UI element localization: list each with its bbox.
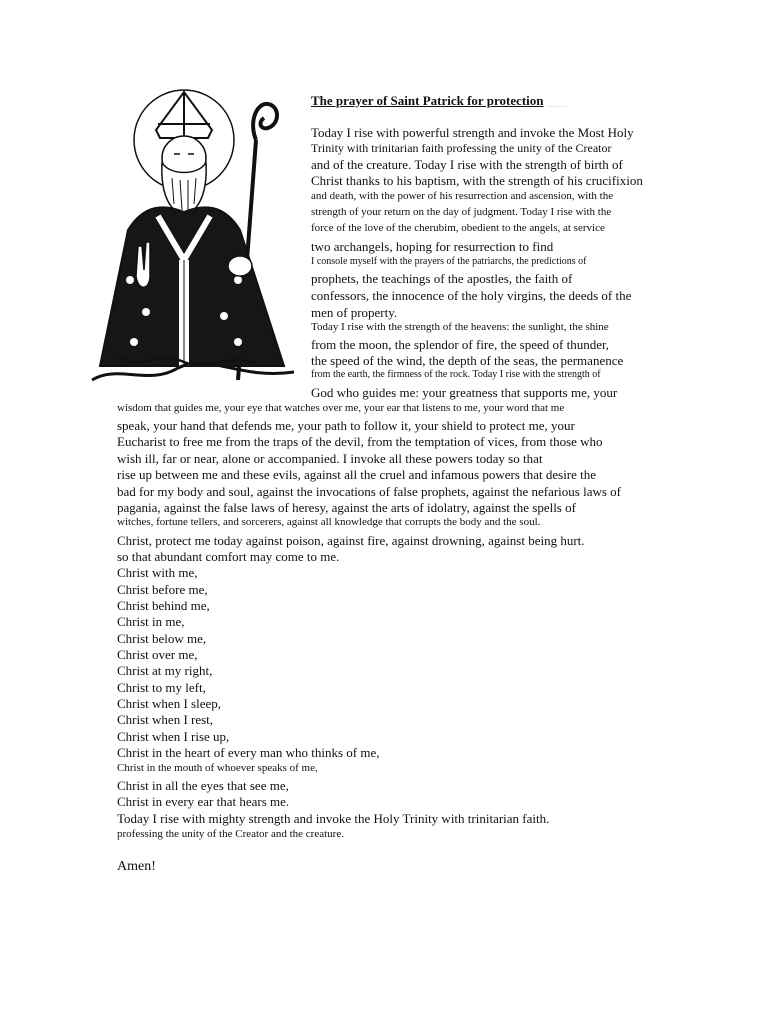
text-line	[117, 517, 540, 528]
text-line-content: bad for my body and soul, against the invocations of false prophets, against the nefarious laws of	[117, 484, 621, 499]
text-line	[311, 272, 650, 285]
text-line	[311, 223, 605, 234]
text-line-content: strength of your return on the day of judgment. Today I rise with the	[311, 206, 612, 218]
text-line	[311, 142, 612, 154]
document-title-text: The prayer of Saint Patrick for protection	[311, 93, 544, 108]
text-line-content: and death, with the power of his resurrection and ascension, with the	[311, 190, 614, 202]
text-line-content: witches, fortune tellers, and sorcerers, against all knowledge that corrupts the body and the soul.	[117, 516, 541, 528]
text-line	[117, 812, 549, 825]
text-line-content: two archangels, hoping for resurrection to find	[311, 239, 554, 254]
text-line	[117, 419, 575, 432]
text-line-content: Christ below me,	[117, 631, 207, 646]
text-line-content: Christ when I rest,	[117, 712, 214, 727]
text-line-content: rise up between me and these evils, against all the cruel and infamous powers that desire the	[117, 467, 597, 482]
text-line-content: Eucharist to free me from the traps of the devil, from the temptation of vices, from those who	[117, 434, 603, 449]
text-line	[117, 403, 564, 414]
text-line-content: the speed of the wind, the depth of the seas, the permanence	[311, 353, 624, 368]
text-line	[311, 370, 601, 380]
text-line-content: so that abundant comfort may come to me.	[117, 549, 340, 564]
text-line-content: Today I rise with powerful strength and invoke the Most Holy	[311, 125, 634, 140]
text-line	[311, 306, 397, 319]
text-line-content: from the earth, the firmness of the rock. Today I rise with the strength of	[311, 369, 601, 380]
text-line-content: professing the unity of the Creator and the creature.	[117, 828, 344, 840]
text-line	[117, 730, 229, 743]
text-line	[117, 697, 221, 710]
text-line	[311, 289, 631, 302]
text-line	[117, 648, 198, 661]
text-line-content: Christ thanks to his baptism, with the strength of his crucifixion	[311, 173, 643, 188]
text-line-content: Today I rise with mighty strength and invoke the Holy Trinity with trinitarian faith.	[117, 811, 550, 826]
text-line	[311, 386, 617, 399]
text-line	[311, 257, 586, 267]
text-line-content: wisdom that guides me, your eye that watches over me, your ear that listens to me, your word that me	[117, 402, 565, 414]
text-line-content: God who guides me: your greatness that supports me, your	[311, 385, 618, 400]
text-line	[117, 713, 213, 726]
text-line	[117, 566, 198, 579]
text-line	[311, 191, 613, 202]
text-line	[117, 681, 206, 694]
text-line	[117, 795, 289, 808]
text-line-content: Christ before me,	[117, 582, 208, 597]
text-line	[117, 501, 576, 514]
text-line	[117, 615, 185, 628]
text-line-content: pagania, against the false laws of heresy, against the arts of idolatry, against the spells of	[117, 500, 576, 515]
text-line-content: Christ in all the eyes that see me,	[117, 778, 289, 793]
text-line-content: I console myself with the prayers of the patriarchs, the predictions of	[311, 256, 587, 267]
amen-line	[117, 860, 156, 874]
text-line-content: from the moon, the splendor of fire, the speed of thunder,	[311, 337, 610, 352]
text-line	[311, 322, 609, 333]
text-line-content: force of the love of the cherubim, obedient to the angels, at service	[311, 222, 605, 234]
text-line	[311, 240, 553, 253]
text-line	[117, 468, 596, 481]
text-line	[117, 746, 379, 759]
text-line	[311, 207, 611, 218]
text-line-content: Today I rise with the strength of the heavens: the sunlight, the shine	[311, 321, 609, 333]
text-line-content: and of the creature. Today I rise with the strength of birth of	[311, 157, 623, 172]
text-line	[311, 174, 643, 187]
text-line-content: Christ at my right,	[117, 663, 213, 678]
text-line	[117, 664, 212, 677]
text-line-content: Christ in the heart of every man who thinks of me,	[117, 745, 380, 760]
text-line	[311, 354, 623, 367]
text-line	[117, 534, 585, 547]
text-line	[117, 452, 542, 465]
saint-patrick-illustration	[88, 80, 302, 388]
text-line-content: wish ill, far or near, alone or accompanied. I invoke all these powers today so that	[117, 451, 543, 466]
text-line	[311, 158, 623, 171]
text-line	[117, 435, 603, 448]
text-line-content: confessors, the innocence of the holy virgins, the deeds of the	[311, 288, 632, 303]
text-line	[117, 583, 208, 596]
text-line-content: Christ in the mouth of whoever speaks of me,	[117, 762, 318, 774]
text-line-content: Christ when I rise up,	[117, 729, 230, 744]
text-line-content: men of property.	[311, 305, 398, 320]
text-line	[117, 779, 289, 792]
title-trailing-underline: ___	[547, 93, 568, 108]
text-line	[117, 599, 210, 612]
text-line-content: Amen!	[117, 859, 156, 874]
text-line-content: Christ over me,	[117, 647, 198, 662]
text-line-content: speak, your hand that defends me, your path to follow it, your shield to protect me, your	[117, 418, 575, 433]
text-line	[117, 763, 318, 774]
text-line	[311, 126, 634, 139]
text-line-content: Christ with me,	[117, 565, 198, 580]
text-line	[117, 485, 621, 498]
text-line	[311, 338, 609, 351]
document-title	[311, 93, 567, 109]
text-line-content: Christ when I sleep,	[117, 696, 221, 711]
text-line-content: Christ behind me,	[117, 598, 210, 613]
text-line-content: prophets, the teachings of the apostles, the faith of	[311, 271, 573, 286]
text-line-content: Trinity with trinitarian faith professing the unity of the Creator	[311, 141, 612, 155]
text-line	[117, 550, 339, 563]
text-line-content: Christ in me,	[117, 614, 185, 629]
text-line-content: Christ to my left,	[117, 680, 206, 695]
text-line	[117, 632, 206, 645]
text-line-content: Christ, protect me today against poison, against fire, against drowning, against being hurt.	[117, 533, 585, 548]
text-line	[117, 829, 344, 840]
text-line-content: Christ in every ear that hears me.	[117, 794, 290, 809]
